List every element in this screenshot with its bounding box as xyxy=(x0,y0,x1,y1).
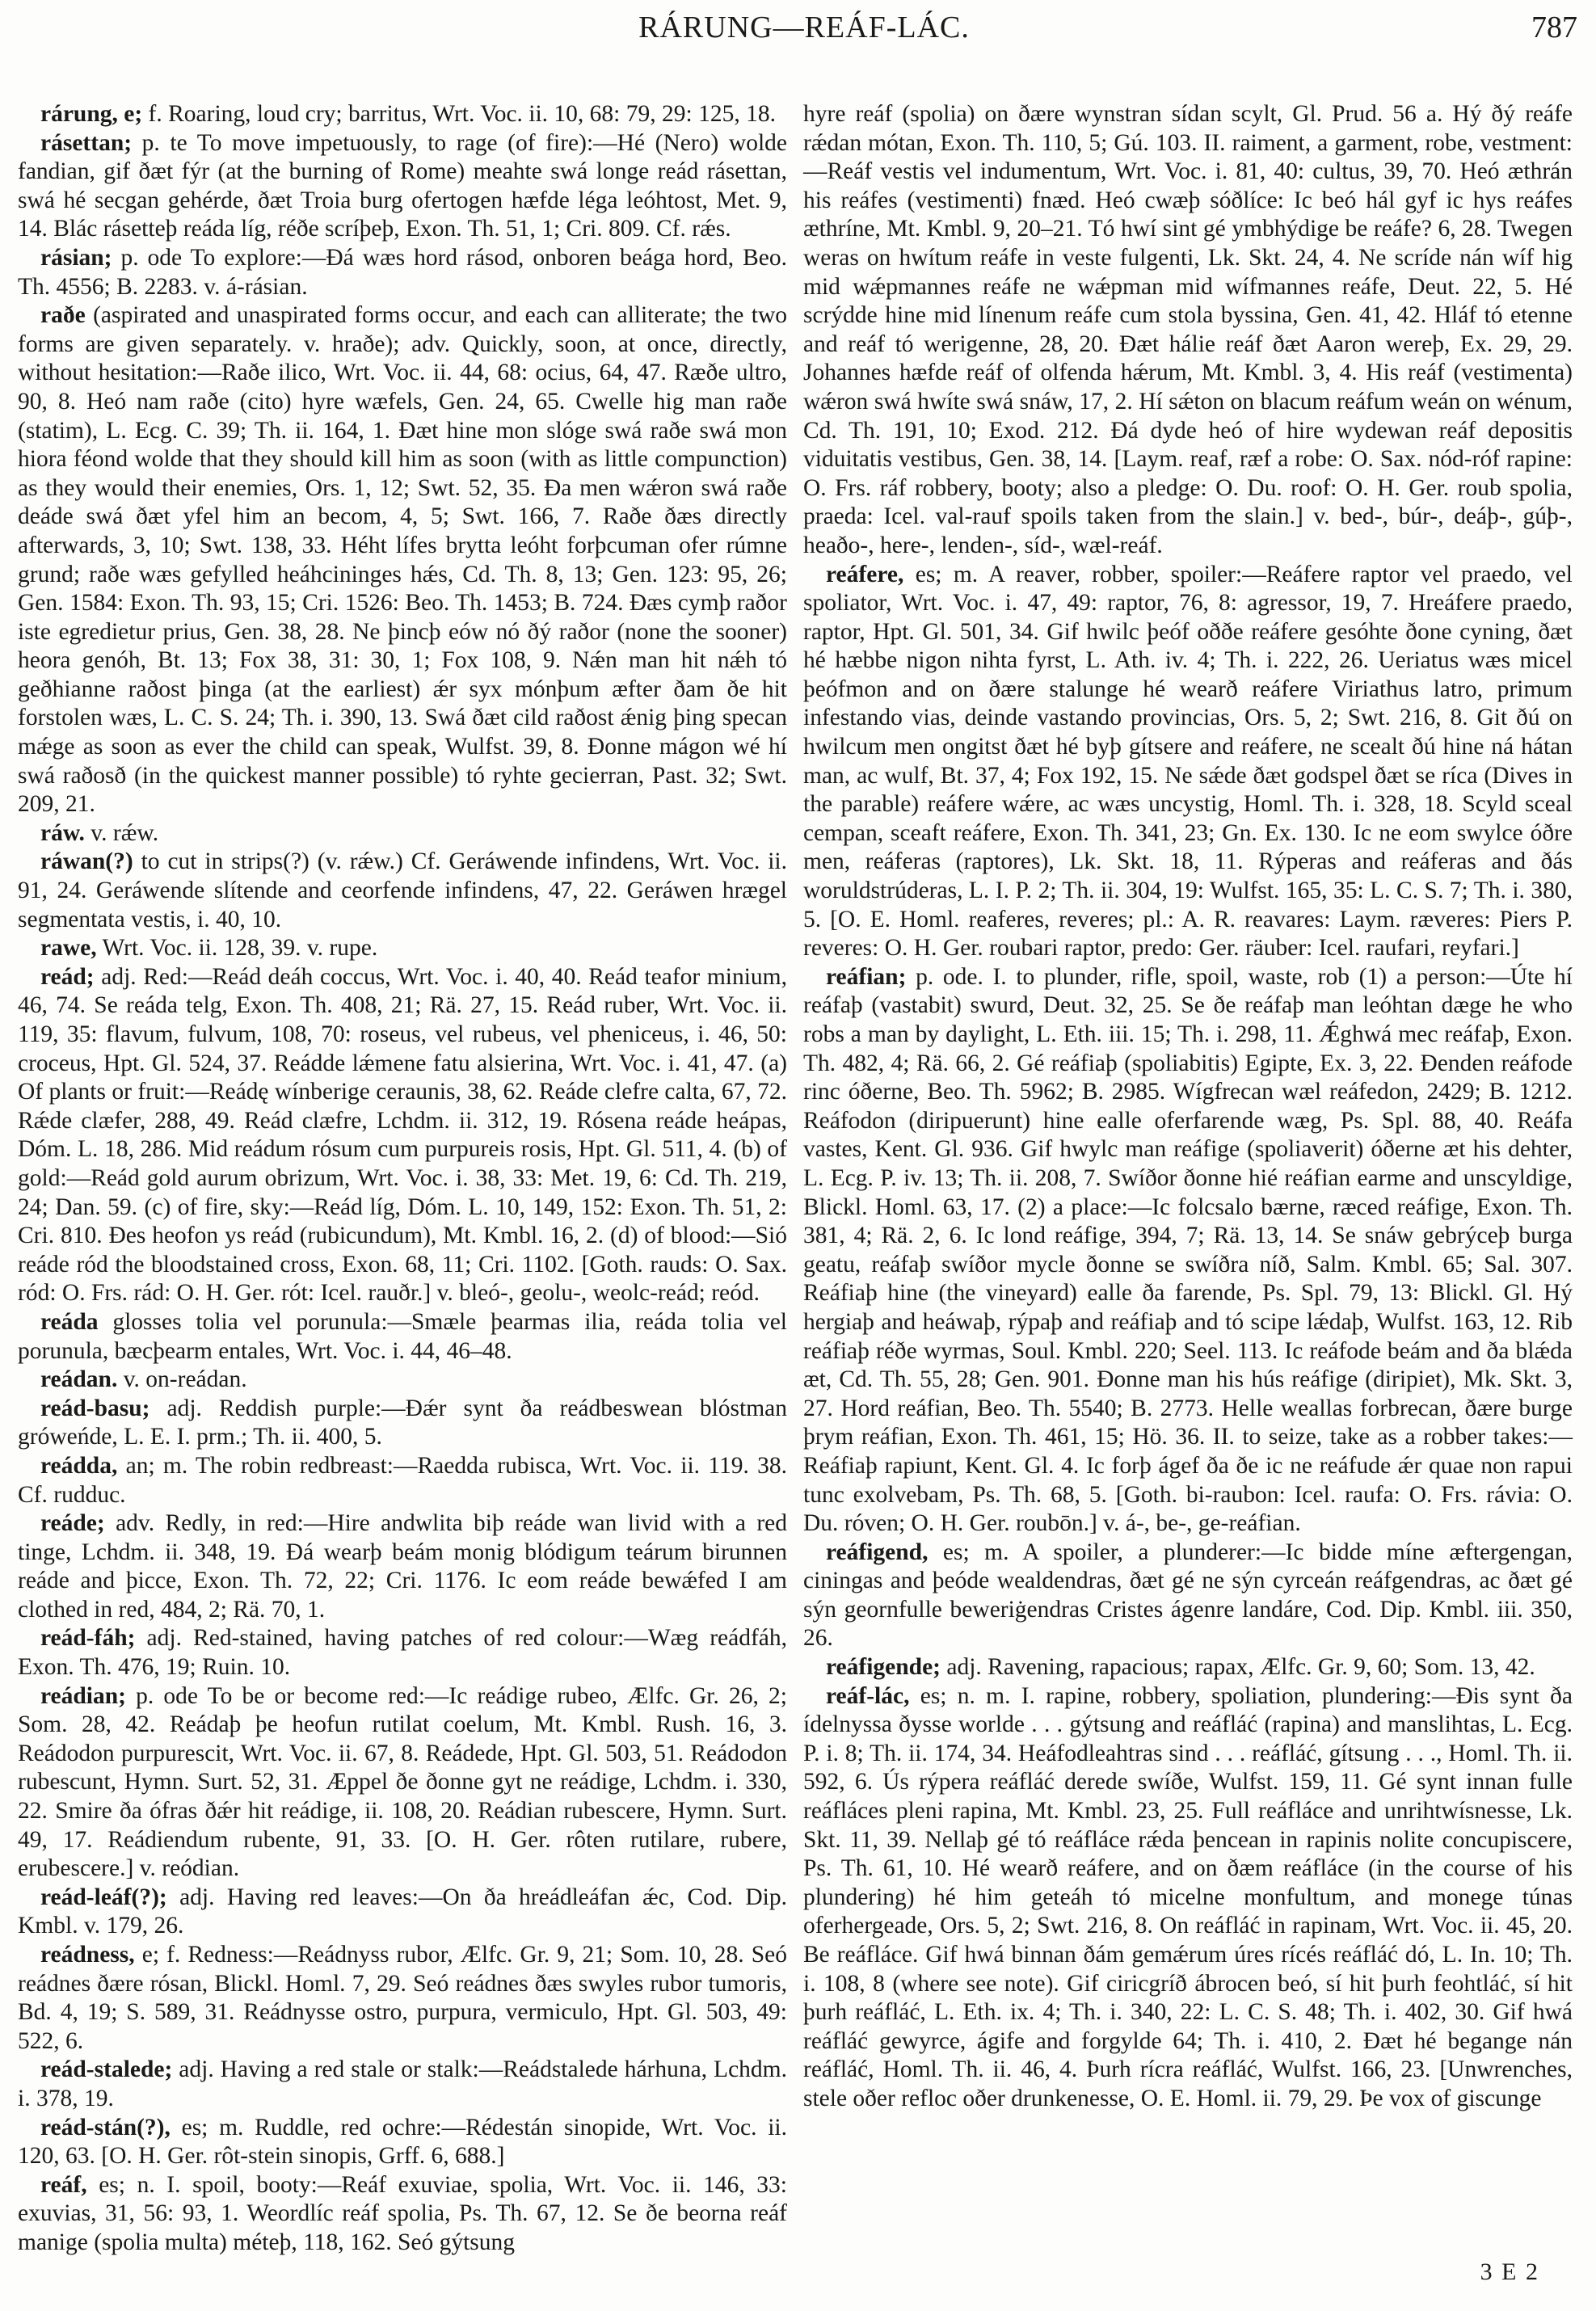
dictionary-entry xyxy=(803,1682,1573,2114)
headword: reáfian; xyxy=(826,963,907,990)
dictionary-entry xyxy=(18,301,787,819)
left-column xyxy=(18,100,787,2258)
dictionary-entry xyxy=(18,963,787,1308)
headword: raðe xyxy=(40,302,86,329)
dictionary-entry xyxy=(18,1308,787,1366)
entry-body: p. ode. I. to plunder, rifle, spoil, waste, rob (1) a person:—Úte hí reáfaþ (vastabit) swurd, Deut. 32, 25. Se ðe reáfaþ man leóhtan dæge he who robs a man by daylight, L. Eth. iii. 15; Th. i. 298, 11. Ǽghwá mec reáfaþ, Exon. Th. 482, 4; Rä. 66, 2. Gé reáfiaþ (spoliabitis) Egipte, Ex. 3, 22. Ðenden reáfode rinc óðerne, Beo. Th. 5962; B. 2985. Wígfrecan wæl reáfedon, 2429; B. 1212. Reáfodon (diripuerunt) hine ealle oferfarende wæg, Ps. Spl. 88, 40. Reáfa vastes, Kent. Gl. 936. Gif hwylc man reáfige (spoliaverit) óðerne æt his dehter, L. Ecg. P. iv. 13; Th. ii. 208, 7. Swíðor ðonne hié reáfian earme and unscyldige, Blickl. Homl. 63, 17. (2) a place:—Ic folcsalo bærne, ræced reáfige, Exon. Th. 381, 4; Rä. 2, 6. Ic lond reáfige, 394, 7; Rä. 13, 14. Se snáw gebrýceþ burga geatu, reáfaþ swíðor mycle ðonne se swíðra níð, Salm. Kmbl. 65; Sal. 307. Reáfiaþ hine (the vineyard) ealle ða farende, Ps. Spl. 79, 13: Blickl. Gl. Hý hergiaþ and heáwaþ, rýpaþ and reáfiaþ and tó scipe lǽdaþ, Wulfst. 163, 12. Rib reáfiaþ réðe wyrmas, Soul. Kmbl. 220; Seel. 113. Ic reáfode beám and ða blǽda æt, Cd. Th. 55, 28; Gen. 901. Ðonne man his hús reáfige (diripiet), Mk. Skt. 3, 27. Hord reáfian, Beo. Th. 5540; B. 2773. Helle weallas forbrecan, ðære burge þrym reáfian, Exon. Th. 461, 15; Hö. 36. II. to seize, take as a robber takes:—Reáfiaþ rapiunt, Kent. Gl. 4. Ic forþ ágef ða ðe ic ne reáfude ǽr quae non rapui tunc exolvebam, Ps. Th. 68, 5. [Goth. bi-raubon: Icel. raufa: O. Frs. rávia: O. Du. róven; O. H. Ger. roubōn.] v. á-, be-, ge-reáfian. xyxy=(803,963,1573,1537)
entry-body: v. rǽw. xyxy=(84,819,159,846)
dictionary-entry xyxy=(18,934,787,963)
dictionary-entry xyxy=(803,561,1573,963)
dictionary-entry xyxy=(18,1395,787,1452)
headword: reádness, xyxy=(40,1942,135,1968)
headword: reáfigend, xyxy=(826,1539,929,1565)
entry-body: es; n. m. I. rapine, robbery, spoliation, plundering:—Ðis synt ða ídelnyssa ðysse worlde . . . gýtsung and reáfláć (rapina) and manslihtas, L. Ecg. P. i. 8; Th. ii. 174, 34. Heáfodleahtras sind . . . reáfláć, gítsung . . ., Homl. Th. ii. 592, 6. Ús rýpera reáfláć derede swíðe, Wulfst. 159, 11. Gé synt innan fulle reáfláces pleni rapina, Mt. Kmbl. 23, 25. Full reáfláce and unrihtwísnesse, Lk. Skt. 11, 39. Nellaþ gé tó reáfláce rǽda þencean in rapinis nolite concupiscere, Ps. Th. 61, 10. Hé wearð reáfere, and on ðæm reáfláce (in the course of his plundering) hé him geteáh tó micelne monfultum, and monege túnas oferhergeade, Ors. 5, 2; Swt. 216, 8. On reáfláć in rapinam, Wrt. Voc. ii. 45, 20. Be reáfláce. Gif hwá binnan ðám gemǽrum úres rícés reáfláć dó, L. In. 10; Th. i. 108, 8 (where see note). Gif ciricgríð ábrocen beó, sí hit þurh feohtláć, sí hit þurh reáfláć, L. Eth. ix. 4; Th. i. 340, 22: L. C. S. 48; Th. i. 402, 30. Gif hwá reáfláć gewyrce, ágife and forgylde 64; Th. i. 410, 2. Ðæt hé begange nán reáfláć, Homl. Th. ii. 46, 4. Þurh rícra reáfláć, Wulfst. 166, 23. [Unwrenches, stele oðer refloc oðer drunkenesse, O. E. Homl. ii. 79, 29. Þe vox of giscunge xyxy=(803,1682,1573,2111)
headword: rawe, xyxy=(40,935,97,962)
dictionary-entry xyxy=(803,1653,1573,1682)
entry-body: es; m. A reaver, robber, spoiler:—Reáfere raptor vel praedo, vel spoliator, Wrt. Voc. i. 47, 49: raptor, 76, 8: agressor, 19, 7. Hreáfere praedo, raptor, Hpt. Gl. 501, 34. Gif hwilc þeóf oððe reáfere gesóhte ðone cyning, ðæt hé hæbbe nigon nihta fyrst, L. Ath. iv. 4; Th. i. 222, 26. Ueriatus wæs micel þeófmon and on ðære stalunge hé wearð reáfere Viriathus latro, primum infestando vias, deinde vastando provincias, Ors. 5, 2; Swt. 216, 8. Git ðú on hwilcum men ongitst ðæt hé byþ gítsere and reáfere, ne scealt ðú hine ná hátan man, ac wulf, Bt. 37, 4; Fox 192, 15. Ne sǽde ðæt godspel ðæt se ríca (Dives in the parable) reáfere wǽre, ac wæs uncystig, Homl. Th. i. 328, 18. Scyld sceal cempan, sceaft reáfere, Exon. Th. 341, 23; Gn. Ex. 130. Ic ne eom swylce óðre men, reáferas (raptores), Lk. Skt. 18, 11. Rýperas and reáferas and ðás woruldstrúderas, L. I. P. 2; Th. ii. 304, 19: Wulfst. 165, 35: L. C. S. 7; Th. i. 380, 5. [O. E. Homl. reaferes, reveres; pl.: A. R. reavares: Laym. ræveres: Piers P. reveres: O. H. Ger. roubari raptor, predo: Ger. räuber: Icel. raufari, reyfari.] xyxy=(803,561,1573,962)
dictionary-entry xyxy=(18,2114,787,2171)
dictionary-entry xyxy=(18,2171,787,2258)
dictionary-entry xyxy=(18,2056,787,2113)
entry-body: p. te To move impetuously, to rage (of fire):—Hé (Nero) wolde fandian, gif ðæt fýr (at the burning of Rome) meahte swá longe reád rásettan, swá hé secgan gehérde, ðæt Troia burg ofertogen hæfde léga leóhtost, Met. 9, 14. Blác rásetteþ reáda líg, réðe scríþeþ, Exon. Th. 51, 1; Cri. 809. Cf. rǽs. xyxy=(18,129,787,242)
entry-body: p. ode To explore:—Ðá wæs hord rásod, onboren beága hord, Beo. Th. 4556; B. 2283. v. á-rásian. xyxy=(18,244,787,300)
dictionary-entry xyxy=(18,244,787,301)
dictionary-entry xyxy=(18,100,787,129)
headword: ráwan(?) xyxy=(40,848,133,875)
entry-body: adj. Ravening, rapacious; rapax, Ælfc. Gr. 9, 60; Som. 13, 42. xyxy=(941,1654,1535,1681)
entry-body: (aspirated and unaspirated forms occur, and each can alliterate; the two forms are given separately. v. hraðe); adv. Quickly, soon, at once, directly, without hesitation:—Raðe ilico, Wrt. Voc. ii. 44, 68: ocius, 64, 47. Ræðe ultro, 90, 8. Heó nam raðe (cito) hyre wæfels, Gen. 24, 65. Cwelle hig man raðe (statim), L. Ecg. C. 39; Th. ii. 164, 1. Ðæt hine mon slóge swá raðe swá mon hiora féond wolde that they should kill him as soon (with as little compunction) as they would their enemies, Ors. 1, 12; Swt. 52, 35. Ða men wǽron swá raðe deáde swá ðæt yfel him an becom, 4, 5; Swt. 166, 7. Raðe ðæs directly afterwards, 3, 10; Swt. 138, 33. Héht lífes brytta leóht forþcuman ofer rúmne grund; raðe wæs gefylled heáhcininges hǽs, Cd. Th. 8, 13; Gen. 123: 95, 26; Gen. 1584: Exon. Th. 93, 15; Cri. 1526: Beo. Th. 1453; B. 724. Ðæs cymþ raðor iste egredietur prius, Gen. 38, 28. Ne þincþ eów nó ðý raðor (none the sooner) heora genóh, Bt. 13; Fox 38, 31: 30, 1; Fox 108, 9. Nǽn man hit nǽh tó geðhianne raðost þinga (at the earliest) ǽr syx mónþum æfter ðam ðe hit forstolen wæs, L. C. S. 24; Th. i. 390, 13. Swá ðæt cild raðost ǽnig þing specan mǽge as soon as ever the child can speak, Wulfst. 39, 8. Ðonne mágon wé hí swá raðosð (in the quickest manner possible) tó ryhte gecierran, Past. 32; Swt. 209, 21. xyxy=(18,302,787,818)
entry-body: adj. Having a red stale or stalk:—Reádstalede hárhuna, Lchdm. i. 378, 19. xyxy=(18,2056,787,2111)
dictionary-entry xyxy=(18,819,787,848)
entry-body: Wrt. Voc. ii. 128, 39. v. rupe. xyxy=(96,935,378,962)
entry-body: an; m. The robin redbreast:—Raedda rubisca, Wrt. Voc. ii. 119. 38. Cf. rudduc. xyxy=(18,1452,787,1508)
entry-body: adj. Reddish purple:—Ðǽr synt ða reádbeswean blóstman gróweńde, L. E. I. prm.; Th. ii. 400, 5. xyxy=(18,1395,787,1450)
entry-body: glosses tolia vel porunula:—Smæle þearmas ilia, reáda tolia vel porunula, bæcþearm entales, Wrt. Voc. i. 44, 46–48. xyxy=(18,1308,787,1364)
dictionary-entry xyxy=(18,1682,787,1884)
headword: reáfere, xyxy=(826,561,904,587)
headword: reáf, xyxy=(40,2171,87,2198)
dictionary-entry xyxy=(803,1539,1573,1653)
headword: reáfigende; xyxy=(826,1654,941,1681)
entry-body: p. ode To be or become red:—Ic reádige rubeo, Ælfc. Gr. 26, 2; Som. 28, 42. Reádaþ þe heofun rutilat coelum, Mt. Kmbl. Rush. 16, 3. Reádodon purpurescit, Wrt. Voc. ii. 67, 8. Reádede, Hpt. Gl. 503, 51. Reádodon rubescunt, Hymn. Surt. 52, 31. Æppel ðe ðonne gyt ne reádige, Lchdm. i. 330, 22. Smire ða ófras ðǽr hit reádige, ii. 108, 20. Reádian rubescere, Hymn. Surt. 49, 17. Reádiendum rubente, 91, 33. [O. H. Ger. rôten rutilare, rubere, erubescere.] v. reódian. xyxy=(18,1682,787,1882)
headword: reáda xyxy=(40,1308,99,1335)
entry-body: e; f. Redness:—Reádnyss rubor, Ælfc. Gr. 9, 21; Som. 10, 28. Seó reádnes ðære rósan, Blickl. Homl. 7, 29. Seó reádnes ðæs swyles rubor tumoris, Bd. 4, 19; S. 589, 31. Reádnysse ostro, purpura, vermiculo, Hpt. Gl. 503, 49: 522, 6. xyxy=(18,1942,787,2054)
dictionary-entry xyxy=(18,1884,787,1941)
right-column xyxy=(803,100,1573,2114)
entry-body: adv. Redly, in red:—Hire andwlita biþ reáde wan livid with a red tinge, Lchdm. ii. 348, 19. Ðá wearþ beám monig blódigum teárum birunnen reáde and þicce, Exon. Th. 72, 22; Cri. 1176. Ic eom reáde bewǽfed I am clothed in red, 484, 2; Rä. 70, 1. xyxy=(18,1510,787,1623)
dictionary-entry xyxy=(18,1452,787,1509)
headword: reáf-lác, xyxy=(826,1682,910,1709)
dictionary-entry xyxy=(803,100,1573,561)
dictionary-entry xyxy=(803,963,1573,1539)
entry-body: f. Roaring, loud cry; barritus, Wrt. Voc. ii. 10, 68: 79, 29: 125, 18. xyxy=(142,101,776,127)
page-header xyxy=(24,6,1584,47)
entry-body: adj. Red:—Reád deáh coccus, Wrt. Voc. i. 40, 40. Reád teafor minium, 46, 74. Se reáda telg, Exon. Th. 408, 21; Rä. 27, 15. Reád ruber, Wrt. Voc. ii. 119, 35: flavum, fulvum, 108, 70: roseus, vel rubeus, vel pheniceus, i. 46, 50: croceus, Hpt. Gl. 524, 37. Reádde lǽmene fatu alsierina, Wrt. Voc. i. 41, 47. (a) Of plants or fruit:—Reádę wínberige ceraunis, 38, 62. Reáde clefre calta, 67, 72. Rǽde clæfer, 288, 49. Reád clæfre, Lchdm. ii. 312, 19. Rósena reáde heápas, Dóm. L. 18, 286. Mid reádum rósum cum purpureis rosis, Hpt. Gl. 511, 4. (b) of gold:—Reád gold aurum obrizum, Wrt. Voc. i. 38, 33: Met. 19, 6: Cd. Th. 219, 24; Dan. 59. (c) of fire, sky:—Reád líg, Dóm. L. 10, 149, 152: Exon. Th. 51, 2: Cri. 810. Ðes heofon ys reád (rubicundum), Mt. Kmbl. 16, 2. (d) of blood:—Sió reáde ród the bloodstained cross, Exon. 68, 11; Cri. 1102. [Goth. rauds: O. Sax. ród: O. Frs. rád: O. H. Ger. rót: Icel. rauðr.] v. bleó-, geolu-, weolc-reád; reód. xyxy=(18,963,787,1307)
headword: ráw. xyxy=(40,819,85,846)
page-number: 787 xyxy=(1531,11,1577,44)
entry-body: adj. Having red leaves:—On ða hreádleáfan ǽc, Cod. Dip. Kmbl. v. 179, 26. xyxy=(18,1884,787,1939)
headword: reád-basu; xyxy=(40,1395,150,1421)
headword: reád-stán(?), xyxy=(40,2114,171,2141)
headword: reáde; xyxy=(40,1510,105,1537)
entry-body: es; n. I. spoil, booty:—Reáf exuviae, spolia, Wrt. Voc. ii. 146, 33: exuvias, 31, 56: 93, 1. Weordlíc reáf spolia, Ps. Th. 67, 12. Se ðe beorna reáf manige (spolia multa) méteþ, 118, 162. Seó gýtsung xyxy=(18,2171,787,2255)
headword: reád; xyxy=(40,963,95,990)
headword: rárung, e; xyxy=(40,101,143,127)
headword: reádian; xyxy=(40,1682,126,1709)
dictionary-entry xyxy=(18,129,787,244)
dictionary-entry xyxy=(18,848,787,934)
entry-body: v. on-reádan. xyxy=(117,1366,247,1393)
headword: reádda, xyxy=(40,1452,118,1479)
signature-mark: 3 E 2 xyxy=(1480,2258,1539,2285)
headword: reád-leáf(?); xyxy=(40,1884,167,1910)
entry-body: adj. Red-stained, having patches of red colour:—Wæg reádfáh, Exon. Th. 476, 19; Ruin. 10. xyxy=(18,1625,787,1681)
dictionary-entry xyxy=(18,1624,787,1682)
headword: rásian; xyxy=(40,244,112,271)
entry-body: es; m. A spoiler, a plunderer:—Ic bidde míne æftergengan, ciningas and þeóde wealdendras, ðæt gé ne sýn cyrceán reáfgendras, ac ðæt gé sýn geornfulle beweriġendras Cristes ágenre landáre, Cod. Dip. Kmbl. iii. 350, 26. xyxy=(803,1539,1573,1652)
entry-body: es; m. Ruddle, red ochre:—Rédestán sinopide, Wrt. Voc. ii. 120, 63. [O. H. Ger. rôt-stein sinopis, Grff. 6, 688.] xyxy=(18,2114,787,2170)
dictionary-entry xyxy=(18,1941,787,2056)
headword: reád-fáh; xyxy=(40,1625,136,1652)
headword: reád-stalede; xyxy=(40,2056,173,2083)
running-title: RÁRUNG—REÁF-LÁC. xyxy=(638,11,970,44)
entry-body: to cut in strips(?) (v. rǽw.) Cf. Geráwende infindens, Wrt. Voc. ii. 91, 24. Geráwende slítende and ceorfende infindens, 47, 22. Geráwen hrægel segmentata vestis, i. 40, 10. xyxy=(18,848,787,932)
dictionary-entry xyxy=(18,1366,787,1395)
headword: reádan. xyxy=(40,1366,118,1393)
entry-body: hyre reáf (spolia) on ðære wynstran sídan scylt, Gl. Prud. 56 a. Hý ðý reáfe rǽdan mótan, Exon. Th. 110, 5; Gú. 103. II. raiment, a garment, robe, vestment:—Reáf vestis vel indumentum, Wrt. Voc. i. 81, 40: cultus, 39, 70. Heó æthrán his reáfes (vestimenti) fnæd. Heó cwæþ sóðlíce: Ic beó hál gyf ic hys reáfes æthríne, Mt. Kmbl. 9, 20–21. Tó hwí sint gé ymbhýdige be reáfe? 6, 28. Twegen weras on hwítum reáfe in veste fulgenti, Lk. Skt. 24, 4. Ne scríde nán wíf hig mid wǽpmannes reáfe ne wǽpman mid wífmannes reáfe, Deut. 22, 5. Hé scrýdde hine mid línenum reáfe cum stola byssina, Gen. 41, 42. Hláf tó etenne and reáf tó werigenne, 28, 20. Ðæt hálie reáf ðæt Aaron wereþ, Ex. 29, 29. Johannes hæfde reáf of olfenda hǽrum, Mt. Kmbl. 3, 4. His reáf (vestimenta) wǽron swá hwíte swá snáw, 17, 2. Hí sǽton on blacum reáfum weán on wénum, Cd. Th. 191, 10; Exod. 212. Ðá dyde heó of hire wydewan reáf depositis viduitatis vestibus, Gen. 38, 14. [Laym. reaf, ræf a robe: O. Sax. nód-róf rapine: O. Frs. ráf robbery, booty; also a pledge: O. Du. roof: O. H. Ger. roub spolia, praeda: Icel. val-rauf spoils taken from the slain.] v. bed-, búr-, deáþ-, gúþ-, heaðo-, here-, lenden-, síd-, wæl-reáf. xyxy=(803,101,1573,558)
headword: rásettan; xyxy=(40,129,133,156)
dictionary-entry xyxy=(18,1509,787,1624)
